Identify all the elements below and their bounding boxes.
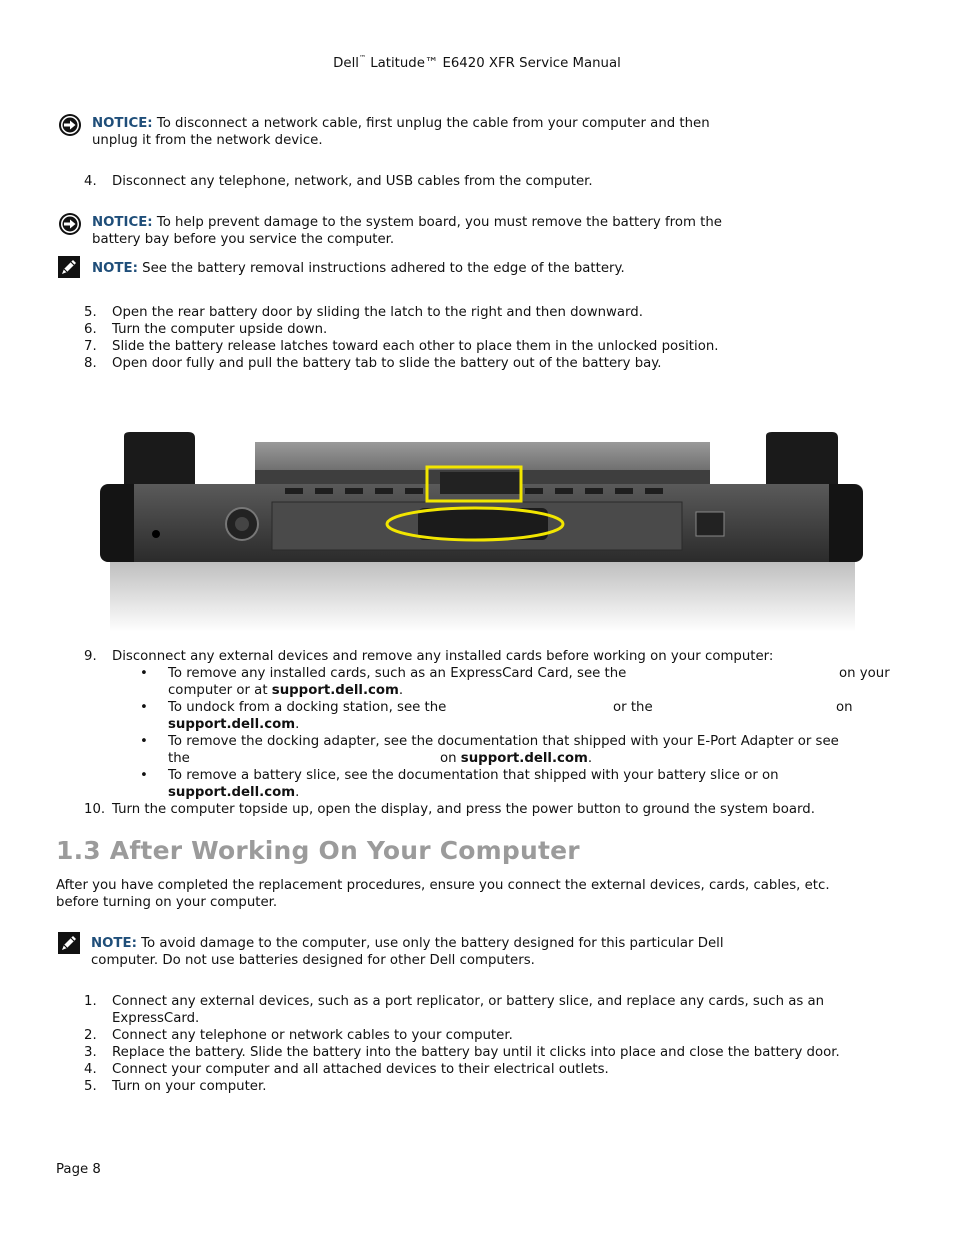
list-item-text: Disconnect any external devices and remove any installed cards before working on your computer: — [112, 649, 774, 664]
list-item — [84, 321, 328, 338]
intro-paragraph — [56, 877, 830, 911]
bullet-text: To remove any installed cards, such as an ExpressCard Card, see the — [168, 666, 627, 681]
list-item-continued — [84, 1010, 200, 1027]
notice-icon — [58, 212, 82, 236]
note-pencil-icon — [58, 932, 80, 954]
bullet-text-continued: or the — [613, 700, 653, 715]
notice-remove-battery — [92, 214, 722, 248]
list-item-number: 5. — [84, 1079, 97, 1094]
list-item-text: ExpressCard. — [112, 1011, 200, 1026]
list-item-text: Slide the battery release latches toward each other to place them in the unlocked position. — [112, 339, 719, 354]
list-item-text: Disconnect any telephone, network, and USB cables from the computer. — [112, 174, 593, 189]
notice-text-line2: battery bay before you service the computer. — [92, 232, 395, 247]
list-item — [84, 1027, 513, 1044]
list-item — [84, 1061, 609, 1078]
list-item-number: 7. — [84, 339, 97, 354]
list-item — [84, 304, 643, 321]
list-item-text: Turn on your computer. — [112, 1079, 267, 1094]
bullet-dot: • — [140, 700, 148, 715]
note-label: NOTE: — [91, 936, 137, 951]
note-text-line2: computer. Do not use batteries designed for other Dell computers. — [91, 953, 535, 968]
list-item-number: 9. — [84, 649, 97, 664]
notice-text-line2: unplug it from the network device. — [92, 133, 323, 148]
trademark-mark: ™ — [358, 54, 366, 62]
list-item — [84, 1044, 840, 1061]
list-item — [84, 355, 662, 372]
page-header — [0, 56, 954, 71]
page-number: Page 8 — [56, 1162, 101, 1177]
bullet-text-end: . — [587, 751, 593, 766]
bullet-text-continued: on your — [839, 666, 890, 681]
list-item-text: Connect any external devices, such as a port replicator, or battery slice, and replace any cards, such as an — [112, 994, 825, 1009]
list-item-number: 5. — [84, 305, 97, 320]
list-item — [84, 173, 593, 190]
list-item-number: 3. — [84, 1045, 97, 1060]
list-item-text: Open door fully and pull the battery tab to slide the battery out of the battery bay. — [112, 356, 662, 371]
note-label: NOTE: — [92, 261, 138, 276]
note-text-line1: To avoid damage to the computer, use only the battery designed for this particular Dell — [136, 936, 724, 951]
list-item-text: Connect any telephone or network cables to your computer. — [112, 1028, 513, 1043]
header-title-pre: Dell — [333, 56, 359, 71]
note-battery-designed — [91, 935, 724, 969]
bullet-text: on — [440, 751, 461, 766]
bullet-text-continued — [440, 750, 592, 767]
paragraph-line1: After you have completed the replacement procedures, ensure you connect the external devices, cards, cables, etc. — [56, 878, 830, 893]
bullet-text: To remove the docking adapter, see the documentation that shipped with your E-Port Adapter or see — [168, 734, 839, 749]
bullet-text: To undock from a docking station, see the — [168, 700, 447, 715]
notice-disconnect-network — [92, 115, 710, 149]
bullet-dot: • — [140, 734, 148, 749]
list-item-number: 6. — [84, 322, 97, 337]
notice-icon — [58, 113, 82, 137]
note-battery-instructions — [92, 260, 625, 277]
list-item-number: 10. — [84, 802, 106, 817]
note-pencil-icon — [58, 256, 80, 278]
support-link[interactable]: support.dell.com — [168, 785, 296, 800]
list-item — [84, 648, 774, 665]
laptop-rear-battery-photo — [100, 432, 863, 632]
list-item-number: 1. — [84, 994, 97, 1009]
support-link[interactable]: support.dell.com — [168, 717, 296, 732]
section-heading: 1.3 After Working On Your Computer — [56, 836, 580, 865]
list-item-number: 4. — [84, 174, 97, 189]
notice-label: NOTICE: — [92, 215, 153, 230]
bullet-text-end: . — [295, 785, 300, 800]
list-item — [84, 338, 719, 355]
note-text: See the battery removal instructions adhered to the edge of the battery. — [137, 261, 625, 276]
bullet-text-line2 — [168, 784, 299, 801]
notice-text-line1: To disconnect a network cable, first unplug the cable from your computer and then — [152, 116, 710, 131]
notice-text-line1: To help prevent damage to the system board, you must remove the battery from the — [152, 215, 722, 230]
bullet-dot: • — [140, 666, 148, 681]
list-item-number: 4. — [84, 1062, 97, 1077]
support-link[interactable]: support.dell.com — [271, 683, 399, 698]
bullet-dot: • — [140, 768, 148, 783]
list-item-text: Turn the computer upside down. — [112, 322, 328, 337]
header-title-post: Latitude™ E6420 XFR Service Manual — [365, 56, 621, 71]
bullet-text-continued: on — [836, 700, 853, 715]
bullet-text: computer or at — [168, 683, 272, 698]
list-item — [84, 801, 815, 818]
list-item-text: Connect your computer and all attached devices to their electrical outlets. — [112, 1062, 609, 1077]
bullet-text-line2 — [168, 716, 299, 733]
bullet-text: To remove a battery slice, see the documentation that shipped with your battery slice or on — [168, 768, 779, 783]
bullet-text-line2 — [168, 682, 403, 699]
bullet-text-end: . — [295, 717, 300, 732]
notice-label: NOTICE: — [92, 116, 153, 131]
list-item — [84, 993, 825, 1010]
support-link[interactable]: support.dell.com — [460, 751, 588, 766]
list-item — [84, 1078, 267, 1095]
list-item-number: 2. — [84, 1028, 97, 1043]
list-item-number: 8. — [84, 356, 97, 371]
paragraph-line2: before turning on your computer. — [56, 895, 278, 910]
list-item-text: Replace the battery. Slide the battery into the battery bay until it clicks into place and close the battery door. — [112, 1045, 840, 1060]
list-item-text: Turn the computer topside up, open the display, and press the power button to ground the system board. — [112, 802, 815, 817]
bullet-text-line2: the — [168, 751, 190, 766]
bullet-text-end: . — [398, 683, 404, 698]
list-item-text: Open the rear battery door by sliding the latch to the right and then downward. — [112, 305, 643, 320]
